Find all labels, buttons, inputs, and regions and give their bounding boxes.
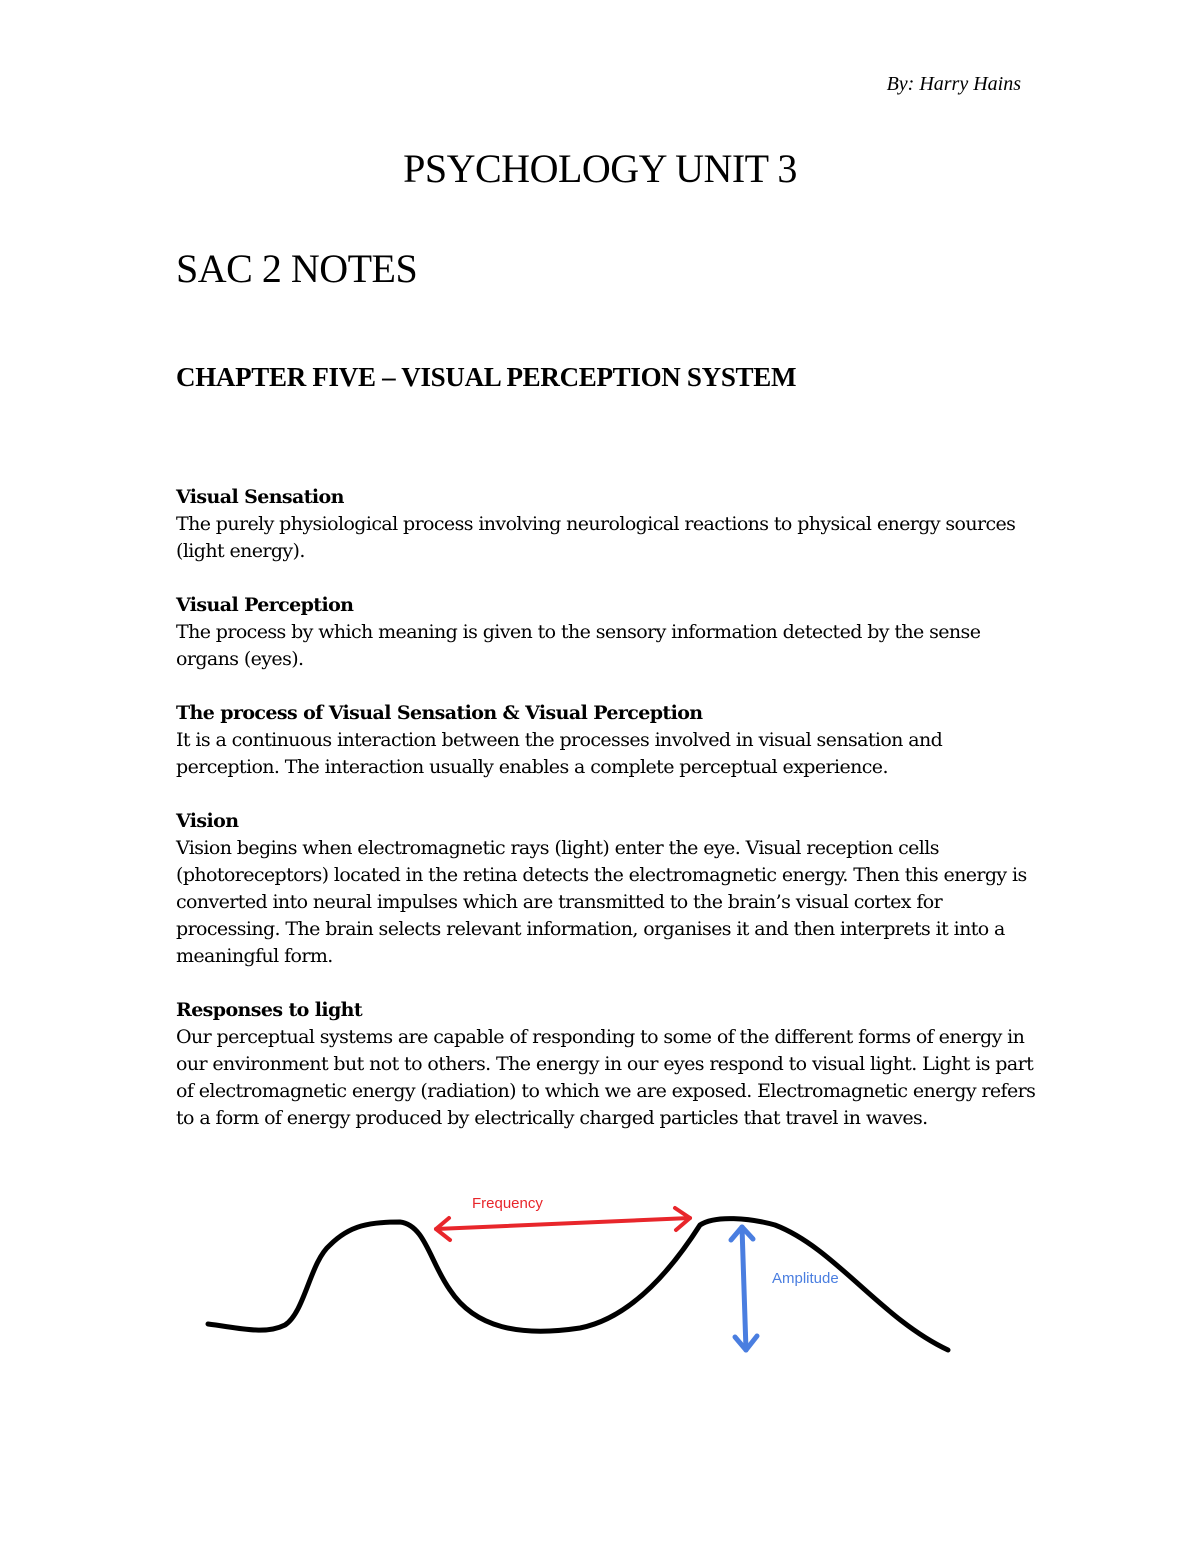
section-body: Our perceptual systems are capable of responding to some of the different forms of energy in our environment but not to others. The energy in our eyes respond to visual light. Light is part of electromagnetic energy (radiation) to which we are exposed. Electromagnetic energy refers to a form of energy produced by electrically charged particles that travel in waves. <box>176 1026 1036 1129</box>
chapter-heading: CHAPTER FIVE – VISUAL PERCEPTION SYSTEM <box>176 362 797 392</box>
section-body: The process by which meaning is given to the sensory information detected by the sense organs (eyes). <box>176 621 981 670</box>
author-line: By: Harry Hains <box>886 73 1021 95</box>
section-vision <box>176 808 1036 970</box>
section-heading: The process of Visual Sensation & Visual Perception <box>176 702 703 724</box>
section-visual-perception <box>176 592 1036 673</box>
frequency-arrow <box>436 1208 690 1240</box>
section-heading: Responses to light <box>176 999 363 1021</box>
section-body: Vision begins when electromagnetic rays (light) enter the eye. Visual reception cells (photoreceptors) located in the retina detects the electromagnetic energy. Then this energy is converted into neural impulses which are transmitted to the brain’s visual cortex for processing. The brain selects relevant information, organises it and then interprets it into a meaningful form. <box>176 837 1027 967</box>
section-heading: Visual Sensation <box>176 486 344 508</box>
document-title: PSYCHOLOGY UNIT 3 <box>403 146 797 191</box>
section-responses-to-light <box>176 997 1036 1132</box>
notes-content <box>176 484 1036 1159</box>
frequency-label: Frequency <box>472 1195 543 1212</box>
amplitude-arrow <box>731 1227 757 1350</box>
section-visual-sensation <box>176 484 1036 565</box>
section-body: The purely physiological process involving neurological reactions to physical energy sources (light energy). <box>176 513 1016 562</box>
document-subtitle: SAC 2 NOTES <box>176 246 418 291</box>
section-process <box>176 700 1036 781</box>
section-heading: Visual Perception <box>176 594 354 616</box>
section-body: It is a continuous interaction between the processes involved in visual sensation and perception. The interaction usually enables a complete perceptual experience. <box>176 729 943 778</box>
wave-diagram <box>195 1185 965 1370</box>
section-heading: Vision <box>176 810 239 832</box>
amplitude-label: Amplitude <box>772 1270 839 1287</box>
